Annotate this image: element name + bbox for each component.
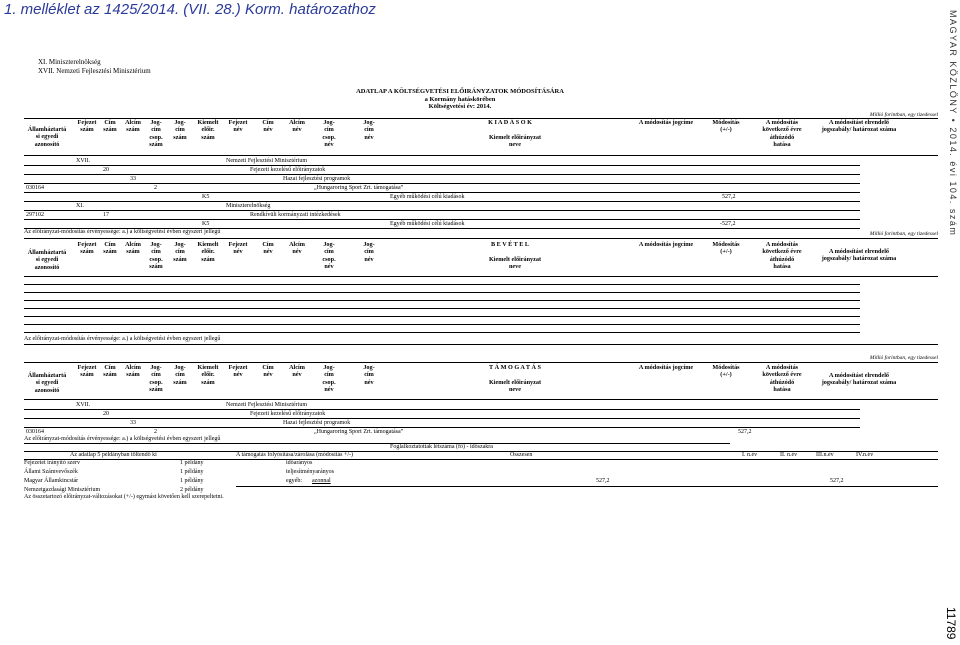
col-cim-szam: Cím szám [103, 119, 117, 134]
col-elrendelo: A módosítást elrendelő jogszabály/ határozat száma [821, 248, 897, 263]
rule [24, 183, 860, 184]
col-athuzodo: A módosítás következő évre áthúzódó hatása [762, 364, 802, 394]
row-code: K5 [202, 221, 210, 227]
row-id: 030164 [26, 185, 44, 191]
col-jogcsop-szam: Jog- cím csop. szám [149, 119, 163, 149]
col-jogcim-nev: Jog- cím név [363, 119, 375, 141]
col-modositas: Módosítás (+/-) [712, 364, 740, 379]
col-jogcim-szam: Jog- cím szám [173, 364, 187, 386]
col-ahaz: Államháztartá si egyedi azonosító [27, 126, 67, 148]
col-fejezet-nev: Fejezet név [228, 241, 248, 256]
row-text: Miniszterelnökség [226, 203, 271, 209]
col-modositas: Módosítás (+/-) [712, 119, 740, 134]
rule [24, 219, 860, 220]
col-jogcim-nev: Jog- cím név [363, 364, 375, 386]
col-modositas: Módosítás (+/-) [712, 241, 740, 256]
col-fejezet-nev: Fejezet név [228, 364, 248, 379]
total-label: Összesen [510, 452, 533, 458]
row-code: 2 [154, 429, 157, 435]
col-athuzodo: A módosítás következő évre áthúzódó hatása [762, 241, 802, 271]
col-jogcsop-nev: Jog- cím csop. név [322, 364, 336, 394]
total-value: 527,2 [596, 478, 610, 484]
row-code: 33 [130, 420, 136, 426]
rule [24, 443, 730, 444]
validity-note: Az előirányzat-módosítás érvényessége: a.) a költségvetési évben egyszeri jellegű [24, 336, 221, 342]
row-code: 17 [103, 212, 109, 218]
col-elrendelo: A módosítást elrendelő jogszabály/ határozat száma [821, 372, 897, 387]
row-code: 2 [154, 185, 157, 191]
quarter-2: II. n.év [780, 452, 798, 458]
col-jogcim-nev: Jog- cím név [363, 241, 375, 263]
col-cim-szam: Cím szám [103, 241, 117, 256]
rule [24, 201, 860, 202]
timing-option: teljesítményarányos [286, 469, 334, 475]
row-id: 297102 [26, 212, 44, 218]
col-kiemelt-szam: Kiemelt előir. szám [197, 241, 219, 263]
recipient-count: 1 példány [180, 469, 204, 475]
row-value: 527,2 [722, 194, 736, 200]
staff-label: Foglalkoztatottak létszáma (fő) - időszakra [390, 444, 493, 450]
row-value: 527,2 [738, 429, 752, 435]
support-header: A támogatás folyósítása/zárolása (módosítás +/-) [236, 452, 354, 458]
rule [24, 238, 938, 239]
quarter-4: IV.n.év [856, 452, 874, 458]
col-alcim-nev: Alcím név [289, 119, 305, 134]
q1-value: 527,2 [830, 478, 844, 484]
col-ahaz: Államháztartá si egyedi azonosító [27, 372, 67, 394]
col-ahaz: Államháztartá si egyedi azonosító [27, 249, 67, 271]
col-alcim-szam: Alcím szám [125, 241, 141, 256]
col-kiemelt-neve: Kiemelt előirányzat neve [488, 256, 542, 271]
timing-option: egyéb: [286, 478, 302, 484]
col-kiemelt-neve: Kiemelt előirányzat neve [488, 379, 542, 394]
col-jogcime: A módosítás jogcíme [638, 119, 694, 126]
col-jogcim-szam: Jog- cím szám [173, 241, 187, 263]
distrib-header: Az adatlap 5 példányban töltendő ki [70, 452, 157, 458]
col-fejezet-szam: Fejezet szám [77, 364, 97, 379]
row-code: XI. [76, 203, 84, 209]
row-text: Nemzeti Fejlesztési Minisztérium [226, 402, 307, 408]
recipient-name: Állami Számvevőszék [24, 469, 78, 475]
validity-note: Az előirányzat-módosítás érvényessége: a.) a költségvetési évben egyszeri jellegű [24, 436, 221, 442]
row-code: 20 [103, 411, 109, 417]
rule [24, 276, 938, 277]
row-code: 33 [130, 176, 136, 182]
col-jogcime: A módosítás jogcíme [638, 364, 694, 371]
side-banner: MAGYAR KÖZLÖNY • 2014. évi 104. szám [948, 10, 958, 237]
section-kiadasok: K I A D Á S O K [488, 119, 532, 126]
col-fejezet-szam: Fejezet szám [77, 241, 97, 256]
rule [24, 210, 860, 211]
ministry-1: XI. Miniszterelnökség [38, 58, 101, 66]
timing-immediate: azonnal [312, 478, 331, 484]
rule [24, 344, 938, 345]
quarter-3: III.n.év [816, 452, 834, 458]
col-jogcsop-szam: Jog- cím csop. szám [149, 364, 163, 394]
col-jogcsop-nev: Jog- cím csop. név [322, 241, 336, 271]
timing-option: időarányos [286, 460, 313, 466]
page-number: 11789 [944, 606, 958, 639]
col-cim-nev: Cím név [262, 364, 274, 379]
rule [24, 174, 860, 175]
recipient-name: Nemzetgazdasági Minisztérium [24, 487, 101, 493]
row-text: Hazai fejlesztési programok [283, 176, 351, 182]
unit-label-1: Millió forintban, egy tizedessel [869, 112, 938, 118]
col-cim-nev: Cím név [262, 241, 274, 256]
rule [24, 451, 938, 452]
section-tamogatas: T Á M O G A T Á S [489, 364, 541, 371]
row-code: XVII. [76, 402, 91, 408]
recipient-count: 1 példány [180, 460, 204, 466]
section-bevetel: B E V É T E L [490, 241, 530, 248]
col-jogcim-szam: Jog- cím szám [173, 119, 187, 141]
col-jogcsop-szam: Jog- cím csop. szám [149, 241, 163, 271]
page-header: 1. melléklet az 1425/2014. (VII. 28.) Korm. határozathoz [4, 1, 376, 18]
rule [24, 399, 938, 400]
recipient-name: Magyar Államkincstár [24, 478, 79, 484]
col-kiemelt-neve: Kiemelt előirányzat neve [488, 134, 542, 149]
unit-label-2: Millió forintban, egy tizedessel [869, 231, 938, 237]
recipient-count: 2 példány [180, 487, 204, 493]
unit-label-3: Millió forintban, egy tizedessel [869, 355, 938, 361]
col-jogcsop-nev: Jog- cím csop. név [322, 119, 336, 149]
row-code: K5 [202, 194, 210, 200]
row-code: 20 [103, 167, 109, 173]
validity-note: Az előirányzat-módosítás érvényessége: a.) a költségvetési évben egyszeri jellegű [24, 229, 221, 235]
col-fejezet-nev: Fejezet név [228, 119, 248, 134]
row-value: -527,2 [720, 221, 736, 227]
row-text: Hazai fejlesztési programok [283, 420, 351, 426]
row-code: XVII. [76, 158, 91, 164]
recipient-count: 1 példány [180, 478, 204, 484]
col-elrendelo: A módosítást elrendelő jogszabály/ határozat száma [821, 119, 897, 134]
row-text: Fejezeti kezelésű előirányzatok [250, 411, 326, 417]
col-athuzodo: A módosítás következő évre áthúzódó hatása [762, 119, 802, 149]
col-kiemelt-szam: Kiemelt előir. szám [197, 364, 219, 386]
row-id: 030164 [26, 429, 44, 435]
col-alcim-szam: Alcím szám [125, 364, 141, 379]
col-alcim-nev: Alcím név [289, 241, 305, 256]
col-alcim-nev: Alcím név [289, 364, 305, 379]
footer-note: Az összetartozó előirányzat-változásokat (+/-) egymást követően kell szerepeltetni. [24, 494, 224, 500]
recipient-name: Fejezetet irányító szerv [24, 460, 80, 466]
rule [24, 192, 860, 193]
col-fejezet-szam: Fejezet szám [77, 119, 97, 134]
col-alcim-szam: Alcím szám [125, 119, 141, 134]
row-text: Nemzeti Fejlesztési Minisztérium [226, 158, 307, 164]
col-kiemelt-szam: Kiemelt előir. szám [197, 119, 219, 141]
doc-title-line-3: Költségvetési év: 2014. [428, 103, 492, 110]
col-jogcime: A módosítás jogcíme [638, 241, 694, 248]
row-text: „Hungaroring Sport Zrt. támogatása” [314, 429, 404, 435]
rule [24, 362, 938, 363]
col-cim-nev: Cím név [262, 119, 274, 134]
row-text: Fejezeti kezelésű előirányzatok [250, 167, 326, 173]
rule [24, 155, 938, 156]
quarter-1: I. n.év [742, 452, 758, 458]
row-text: Rendkívüli kormányzati intézkedések [250, 212, 341, 218]
row-text: Egyéb működési célú kiadások [390, 221, 465, 227]
ministry-2: XVII. Nemzeti Fejlesztési Minisztérium [38, 67, 151, 75]
rule [236, 486, 938, 487]
row-text: „Hungaroring Sport Zrt. támogatása” [314, 185, 404, 191]
col-cim-szam: Cím szám [103, 364, 117, 379]
rule [24, 165, 860, 166]
doc-title-line-2: a Kormány hatáskörében [424, 95, 496, 103]
doc-title-line-1: ADATLAP A KÖLTSÉGVETÉSI ELŐIRÁNYZATOK MÓDOSÍTÁSÁRA [356, 88, 564, 95]
rule [24, 459, 938, 460]
doc-title [340, 88, 580, 111]
row-text: Egyéb működési célú kiadások [390, 194, 465, 200]
